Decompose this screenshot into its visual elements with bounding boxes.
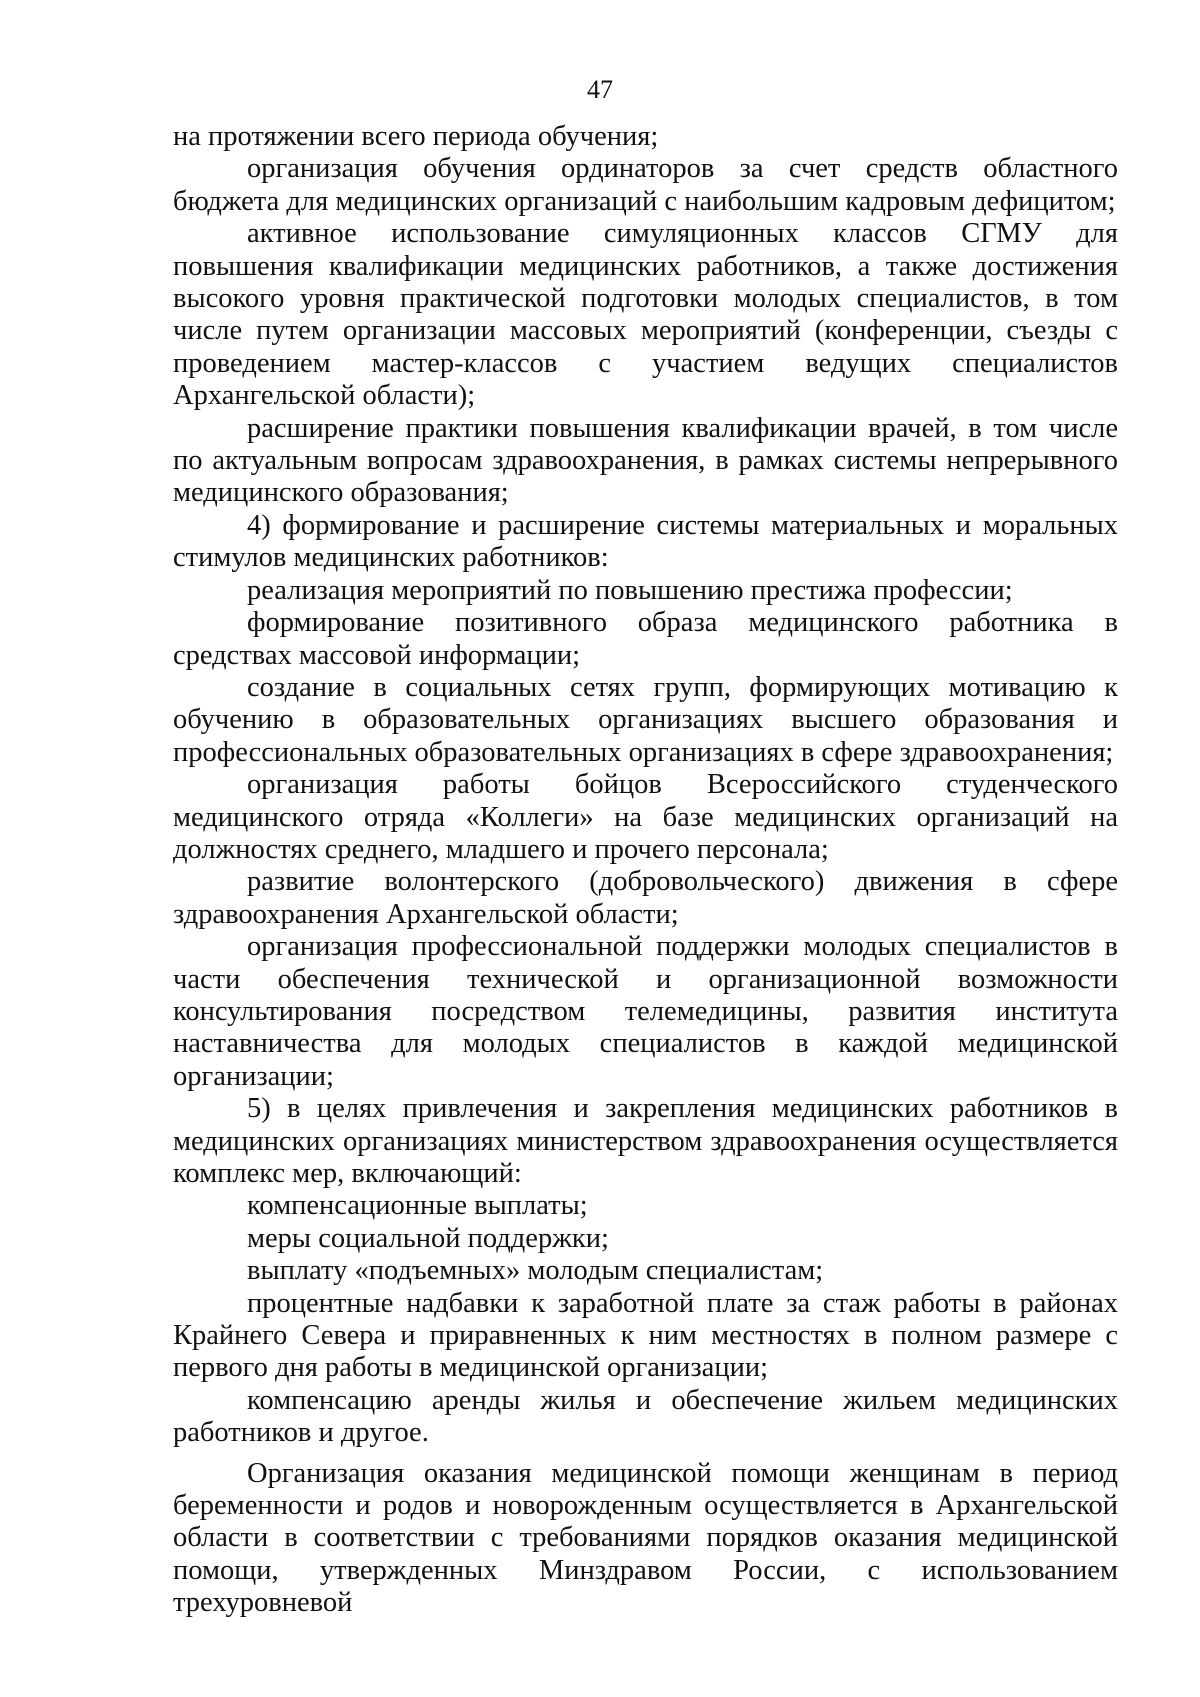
paragraph: расширение практики повышения квалификации врачей, в том числе по актуальным вопросам здравоохранения, в рамках системы непрерывного медицинского образования; [173,412,1118,509]
paragraph: Организация оказания медицинской помощи женщинам в период беременности и родов и новорожденным осуществляется в Архангельской области в соответствии с требованиями порядков оказания медицинской помощи, утвержденных Минздравом России, с использованием трехуровневой [173,1457,1118,1619]
paragraph: процентные надбавки к заработной плате за стаж работы в районах Крайнего Севера и приравненных к ним местностях в полном размере с первого дня работы в медицинской организации; [173,1287,1118,1384]
paragraph: формирование позитивного образа медицинского работника в средствах массовой информации; [173,607,1118,671]
paragraph: активное использование симуляционных классов СГМУ для повышения квалификации медицинских работников, а также достижения высокого уровня практической подготовки молодых специалистов, в том числе путем организации массовых мероприятий (конференции, съезды с проведением мастер-классов с участием ведущих специалистов Архангельской области); [173,218,1118,412]
paragraph: реализация мероприятий по повышению престижа профессии; [247,574,1013,606]
paragraph: организация обучения ординаторов за счет средств областного бюджета для медицинских организаций с наибольшим кадровым дефицитом; [173,153,1118,217]
paragraph: создание в социальных сетях групп, формирующих мотивацию к обучению в образовательных организациях высшего образования и профессиональных образовательных организациях в сфере здравоохранения; [173,671,1118,768]
paragraph: организация работы бойцов Всероссийского студенческого медицинского отряда «Коллеги» на базе медицинских организаций на должностях среднего, младшего и прочего персонала; [173,769,1118,865]
paragraph: на протяжении всего периода обучения; [173,121,659,152]
paragraph: 5) в целях привлечения и закрепления медицинских работников в медицинских организациях министерством здравоохранения осуществляется комплекс мер, включающий: [173,1093,1118,1189]
paragraph: выплату «подъемных» молодым специалистам; [247,1255,824,1287]
paragraph: развитие волонтерского (добровольческого) движения в сфере здравоохранения Архангельской области; [173,866,1118,930]
paragraph: компенсацию аренды жилья и обеспечение жильем медицинских работников и другое. [173,1384,1118,1449]
paragraph: 4) формирование и расширение системы материальных и моральных стимулов медицинских работников: [173,509,1118,574]
paragraph: компенсационные выплаты; [247,1190,588,1222]
paragraph: организация профессиональной поддержки молодых специалистов в части обеспечения технической и организационной возможности консультирования посредством телемедицины, развития института наставничества для молодых специалистов в каждой медицинской организации; [173,931,1118,1092]
document-body [173,121,1118,1620]
paragraph: меры социальной поддержки; [247,1222,609,1254]
page-number: 47 [587,75,613,104]
